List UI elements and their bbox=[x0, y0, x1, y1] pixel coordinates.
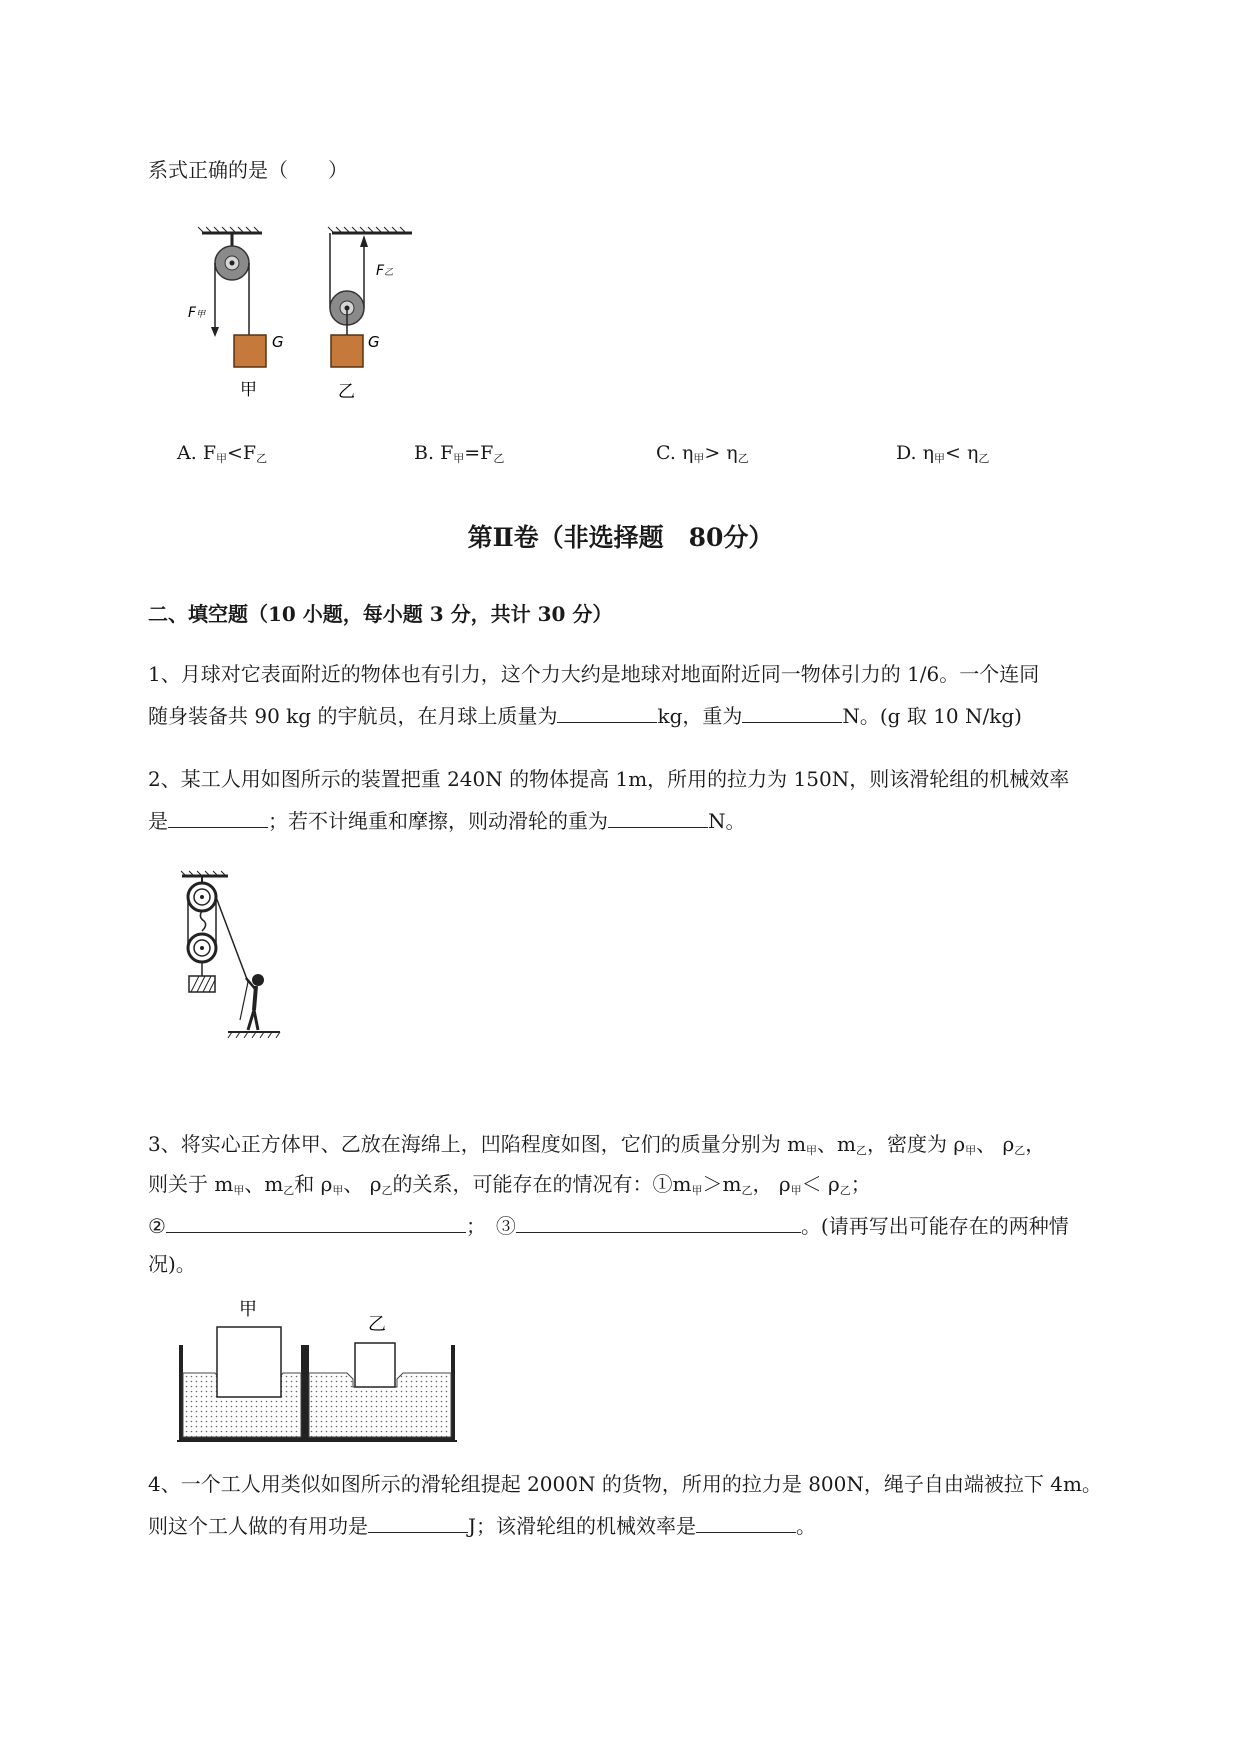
q3-line-4: 况)。 bbox=[148, 1252, 196, 1276]
q3-line-1: 3、将实心正方体甲、乙放在海绵上，凹陷程度如图，它们的质量分别为 $m_甲$、$m_乙$，密度为 $\rho_甲$、 $\rho_乙$， bbox=[148, 1132, 1046, 1157]
q2-line-2: 是 ；若不计绳重和摩擦，则动滑轮的重为 N。 bbox=[148, 805, 746, 835]
load-block bbox=[189, 976, 215, 992]
q2-blank-pulley-weight[interactable] bbox=[608, 805, 708, 828]
q4-line-1: 4、一个工人用类似如图所示的滑轮组提起 2000N 的货物，所用的拉力是 800N，绳子自由端被拉下 4m。 bbox=[148, 1472, 1102, 1496]
q4-line-2: 则这个工人做的有用功是 J；该滑轮组的机械效率是 。 bbox=[148, 1510, 816, 1540]
q3-line-3: ② ； ③ 。(请再写出可能存在的两种情 bbox=[148, 1210, 1069, 1240]
svg-text:乙: 乙 bbox=[368, 1314, 386, 1335]
q3-blank-case-2[interactable] bbox=[166, 1210, 466, 1233]
subsection-title: 二、填空题（10 小题，每小题 3 分，共计 30 分） bbox=[148, 602, 613, 626]
q4-blank-efficiency[interactable] bbox=[696, 1510, 796, 1533]
q3-line-2: 则关于 $m_甲$、$m_乙$和 $\rho_甲$、 $\rho_乙$的关系，可能存在的情况有：$①m_甲>m_乙$， $\rho_甲< \rho_乙$； bbox=[148, 1172, 871, 1197]
worker-figure bbox=[240, 974, 264, 1030]
sponge-figure bbox=[175, 1285, 465, 1450]
fixed-pulley bbox=[215, 246, 249, 280]
q1-blank-mass[interactable] bbox=[557, 700, 657, 723]
q2-blank-efficiency[interactable] bbox=[168, 805, 268, 828]
option-c[interactable]: C. $\eta_甲> \eta_乙$ bbox=[656, 442, 749, 465]
q1-blank-weight[interactable] bbox=[742, 700, 842, 723]
section-title: 第Ⅱ卷（非选择题 80分） bbox=[467, 523, 774, 552]
svg-text:G: G bbox=[272, 333, 284, 351]
svg-text:甲: 甲 bbox=[240, 380, 257, 400]
weight-block-jia bbox=[234, 335, 266, 367]
svg-text:F甲: F甲 bbox=[188, 305, 206, 321]
ceiling-left bbox=[198, 227, 262, 233]
svg-text:G: G bbox=[368, 333, 380, 351]
q1-line-2: 随身装备共 90 kg 的宇航员，在月球上质量为 kg，重为 N。(g 取 10 N/kg) bbox=[148, 700, 1022, 730]
svg-text:乙: 乙 bbox=[338, 382, 355, 402]
weight-block-yi bbox=[331, 335, 363, 367]
q3-blank-case-3[interactable] bbox=[516, 1210, 801, 1233]
q1-line-1: 1、月球对它表面附近的物体也有引力，这个力大约是地球对地面附近同一物体引力的 1/6。一个连同 bbox=[148, 662, 1040, 686]
cube-yi bbox=[355, 1343, 395, 1387]
option-b[interactable]: B. $F_甲=F_乙$ bbox=[414, 442, 505, 465]
cube-jia bbox=[217, 1327, 281, 1397]
svg-text:F乙: F乙 bbox=[376, 263, 394, 279]
q2-line-1: 2、某工人用如图所示的装置把重 240N 的物体提高 1m，所用的拉力为 150N，则该滑轮组的机械效率 bbox=[148, 767, 1070, 791]
option-d[interactable]: D. $\eta_甲< \eta_乙$ bbox=[896, 442, 990, 465]
svg-text:甲: 甲 bbox=[239, 1299, 257, 1320]
pulley-figure-2 bbox=[180, 870, 290, 1050]
ceiling-right bbox=[328, 227, 412, 233]
pulley-figure-1 bbox=[180, 225, 450, 405]
q4-blank-useful-work[interactable] bbox=[368, 1510, 468, 1533]
question-continuation: 系式正确的是（ ） bbox=[148, 158, 348, 182]
option-a[interactable]: A. $F_甲<F_乙$ bbox=[177, 442, 268, 465]
